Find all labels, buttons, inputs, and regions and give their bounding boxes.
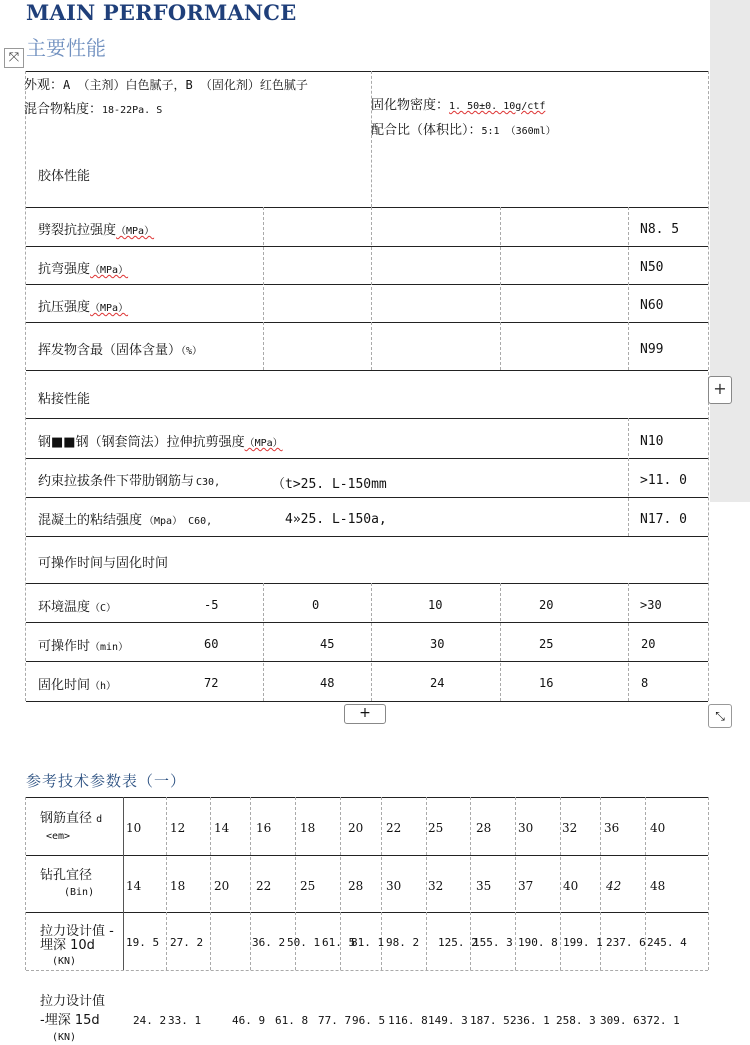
param-value: 236. 1 bbox=[510, 1014, 550, 1027]
bonding-row-label bbox=[38, 431, 283, 450]
table-border bbox=[25, 71, 26, 701]
heading-chinese: 主要性能 bbox=[26, 36, 106, 60]
operating-value: 25 bbox=[539, 637, 554, 651]
param-value: 20 bbox=[214, 879, 230, 893]
param-row-label: 拉力设计值 - bbox=[40, 924, 114, 939]
param-value: 32 bbox=[562, 821, 578, 835]
param-value: 14 bbox=[214, 821, 230, 835]
bonding-row-value: N17. 0 bbox=[640, 512, 687, 527]
operating-value: 24 bbox=[430, 676, 445, 690]
ratio-label: 配合比（体积比）： bbox=[371, 123, 482, 138]
param-value: 16 bbox=[256, 821, 272, 835]
param-value: 19. 5 bbox=[126, 936, 160, 949]
param-value: 199. 1 bbox=[563, 936, 603, 949]
operating-value: 72 bbox=[204, 676, 219, 690]
reference-table-title: 参考技术参数表（一） bbox=[26, 772, 187, 790]
table-border bbox=[25, 797, 26, 970]
param-value: 28 bbox=[348, 879, 364, 893]
param-value: 190. 8 bbox=[518, 936, 558, 949]
add-column-button[interactable]: + bbox=[708, 376, 732, 404]
table-line bbox=[26, 284, 708, 285]
param-value: 372. 1 bbox=[640, 1014, 680, 1027]
table-line bbox=[26, 418, 708, 419]
density-label: 固化物密度： bbox=[371, 98, 450, 113]
param-value: 40 bbox=[563, 879, 579, 893]
table-divider bbox=[628, 418, 629, 536]
canvas-side-margin bbox=[710, 0, 750, 502]
colloid-row-value: N50 bbox=[640, 260, 664, 275]
operating-value: 48 bbox=[320, 676, 335, 690]
ratio-value: 5:1 （360ml） bbox=[481, 126, 556, 137]
param-value: 25 bbox=[300, 879, 316, 893]
table-divider bbox=[628, 583, 629, 701]
operating-value: 16 bbox=[539, 676, 554, 690]
table-divider bbox=[250, 797, 251, 970]
table-line bbox=[26, 855, 708, 856]
colloid-row-value: N8. 5 bbox=[640, 222, 680, 237]
row-label-text: 抗弯强度 bbox=[38, 262, 91, 277]
density-line bbox=[371, 94, 545, 113]
row-unit: （%） bbox=[181, 346, 203, 357]
bonding-row-label bbox=[38, 509, 212, 528]
heading-english: MAIN PERFORMANCE bbox=[26, 0, 297, 25]
bonding-row-condition: 4»25. L-150a, bbox=[285, 512, 387, 527]
row-unit: （min） bbox=[90, 642, 129, 653]
table-divider bbox=[263, 583, 264, 701]
param-value: 258. 3 bbox=[556, 1014, 596, 1027]
table-line bbox=[26, 322, 708, 323]
param-value: 30 bbox=[386, 879, 402, 893]
colloid-row-value: N99 bbox=[640, 342, 664, 357]
param-value: 125. 2 bbox=[438, 936, 478, 949]
param-value: 98. 2 bbox=[386, 936, 420, 949]
table-divider bbox=[426, 797, 427, 970]
operating-value: 20 bbox=[539, 598, 554, 612]
param-value: 36 bbox=[604, 821, 620, 835]
table-divider bbox=[371, 207, 372, 370]
param-row-unit: <em> bbox=[46, 831, 71, 842]
ratio-line bbox=[371, 119, 556, 138]
param-value: 18 bbox=[170, 879, 186, 893]
row-label-text: 可操作时 bbox=[38, 639, 91, 654]
colloid-row-label bbox=[38, 258, 128, 277]
param-value: 46. 9 bbox=[232, 1014, 266, 1027]
param-value: 33. 1 bbox=[168, 1014, 202, 1027]
param-row-unit: (KN) bbox=[52, 956, 77, 967]
table-move-handle-icon[interactable]: ⤧ bbox=[4, 48, 24, 68]
colloid-row-label bbox=[38, 219, 154, 238]
colloid-row-value: N60 bbox=[640, 298, 664, 313]
section-operating: 可操作时间与固化时间 bbox=[38, 556, 169, 571]
row-label-text: 固化时间 bbox=[38, 678, 91, 693]
param-value: 37 bbox=[518, 879, 534, 893]
viscosity-value: 18-22Pa. S bbox=[102, 105, 163, 116]
viscosity-line bbox=[24, 98, 162, 117]
table-divider bbox=[515, 797, 516, 970]
param-value: 245. 4 bbox=[647, 936, 687, 949]
param-value: 187. 5 bbox=[470, 1014, 510, 1027]
param-value: 18 bbox=[300, 821, 316, 835]
param-value: 116. 8 bbox=[388, 1014, 428, 1027]
param-value: 22 bbox=[256, 879, 272, 893]
table-resize-handle-icon[interactable]: ⤡ bbox=[708, 704, 732, 728]
table-line bbox=[26, 583, 708, 584]
table-divider bbox=[123, 797, 124, 970]
param-value: 237. 6 bbox=[606, 936, 646, 949]
operating-value: 60 bbox=[204, 637, 219, 651]
row-label-text: 钢■■钢（钢套筒法）拉伸抗剪强度 bbox=[38, 435, 245, 450]
param-value: 28 bbox=[476, 821, 492, 835]
operating-value: 20 bbox=[641, 637, 656, 651]
table-divider bbox=[560, 797, 561, 970]
table-line bbox=[26, 622, 708, 623]
row-label-text: 劈裂抗拉强度 bbox=[38, 223, 117, 238]
param-label-text: 钢筋直径 bbox=[40, 811, 93, 826]
param-value: 42 bbox=[606, 879, 622, 893]
row-label-text: 挥发物含最（固体含量） bbox=[38, 343, 182, 358]
operating-value: -5 bbox=[204, 598, 219, 612]
appearance-label: 外观： bbox=[24, 78, 64, 93]
operating-value: >30 bbox=[640, 598, 662, 612]
param-value: 30 bbox=[518, 821, 534, 835]
param-row-label: 拉力设计值 bbox=[40, 994, 106, 1009]
table-divider bbox=[263, 207, 264, 370]
table-divider bbox=[500, 583, 501, 701]
table-line bbox=[26, 701, 708, 702]
add-row-button[interactable]: + bbox=[344, 704, 386, 724]
bonding-row-condition: （t>25. L-150mm bbox=[272, 477, 387, 492]
param-row-sub: -埋深 15d bbox=[40, 1013, 100, 1028]
param-label-sub: d bbox=[96, 814, 103, 825]
table-line bbox=[26, 246, 708, 247]
table-border bbox=[708, 797, 709, 970]
param-value: 309. 6 bbox=[600, 1014, 640, 1027]
param-row-label: 钻孔宜径 bbox=[40, 868, 93, 883]
param-value: 50. 1 bbox=[287, 936, 321, 949]
row-unit: C30, bbox=[196, 477, 221, 488]
param-row-unit: (Bin) bbox=[64, 887, 95, 898]
table-line bbox=[26, 797, 708, 798]
param-row-unit: (KN) bbox=[52, 1032, 77, 1043]
operating-row-label bbox=[38, 596, 116, 615]
param-value: 36. 2 bbox=[252, 936, 286, 949]
row-unit: （h） bbox=[90, 681, 117, 692]
param-value: 32 bbox=[428, 879, 444, 893]
param-value: 48 bbox=[650, 879, 666, 893]
param-value: 14 bbox=[126, 879, 142, 893]
table-divider bbox=[371, 71, 372, 207]
param-value: 24. 2 bbox=[133, 1014, 167, 1027]
appearance-line bbox=[24, 74, 308, 93]
param-row-sub: 埋深 10d bbox=[40, 938, 95, 953]
row-label-text: 环境温度 bbox=[38, 600, 91, 615]
table-line bbox=[26, 970, 708, 971]
row-unit: （MPa） bbox=[90, 265, 129, 276]
param-value: 22 bbox=[386, 821, 402, 835]
table-divider bbox=[210, 797, 211, 970]
operating-value: 30 bbox=[430, 637, 445, 651]
operating-value: 8 bbox=[641, 676, 649, 690]
table-line bbox=[26, 458, 708, 459]
table-divider bbox=[166, 797, 167, 970]
param-value: 27. 2 bbox=[170, 936, 204, 949]
row-unit: （MPa） bbox=[116, 226, 155, 237]
param-value: 40 bbox=[650, 821, 666, 835]
table-divider bbox=[371, 583, 372, 701]
table-divider bbox=[628, 207, 629, 370]
row-label-text: 混凝土的粘结强度 bbox=[38, 513, 143, 528]
section-colloid: 胶体性能 bbox=[38, 169, 91, 184]
param-value: 61. 8 bbox=[275, 1014, 309, 1027]
param-value: 96. 5 bbox=[352, 1014, 386, 1027]
density-value: 1. 50±0. 10g/ctf bbox=[449, 101, 546, 112]
appearance-value: A （主剂）白色腻子，B （固化剂）红色腻子 bbox=[63, 78, 308, 92]
param-value: 61. 5 bbox=[322, 936, 356, 949]
bonding-row-value: N10 bbox=[640, 434, 664, 449]
row-label-text: 抗压强度 bbox=[38, 300, 91, 315]
row-unit: （C） bbox=[90, 603, 117, 614]
table-line bbox=[26, 536, 708, 537]
param-value: 12 bbox=[170, 821, 186, 835]
operating-value: 0 bbox=[312, 598, 320, 612]
viscosity-label: 混合物粘度： bbox=[24, 102, 103, 117]
table-line bbox=[26, 71, 708, 72]
param-value: 81. 1 bbox=[351, 936, 385, 949]
section-bonding: 粘接性能 bbox=[38, 392, 91, 407]
param-value: 149. 3 bbox=[428, 1014, 468, 1027]
param-value: 20 bbox=[348, 821, 364, 835]
operating-value: 45 bbox=[320, 637, 335, 651]
colloid-row-label bbox=[38, 296, 128, 315]
bonding-row-value: >11. 0 bbox=[640, 473, 687, 488]
row-label-text: 约束拉拔条件下带肋钢筋与 bbox=[38, 474, 195, 489]
table-line bbox=[26, 370, 708, 371]
colloid-row-label bbox=[38, 339, 202, 358]
row-unit: （MPa） bbox=[244, 438, 283, 449]
bonding-row-label bbox=[38, 470, 220, 489]
operating-row-label bbox=[38, 635, 128, 654]
table-line bbox=[26, 661, 708, 662]
param-value: 25 bbox=[428, 821, 444, 835]
param-value: 77. 7 bbox=[318, 1014, 352, 1027]
table-divider bbox=[500, 207, 501, 370]
param-value: 35 bbox=[476, 879, 492, 893]
table-line bbox=[26, 912, 708, 913]
operating-row-label bbox=[38, 674, 116, 693]
param-value: 155. 3 bbox=[473, 936, 513, 949]
row-unit: （Mpa） C60, bbox=[144, 516, 213, 527]
param-value: 10 bbox=[126, 821, 142, 835]
table-line bbox=[26, 497, 708, 498]
operating-value: 10 bbox=[428, 598, 443, 612]
param-row-label bbox=[40, 811, 102, 827]
row-unit: （MPa） bbox=[90, 303, 129, 314]
table-line bbox=[26, 207, 708, 208]
